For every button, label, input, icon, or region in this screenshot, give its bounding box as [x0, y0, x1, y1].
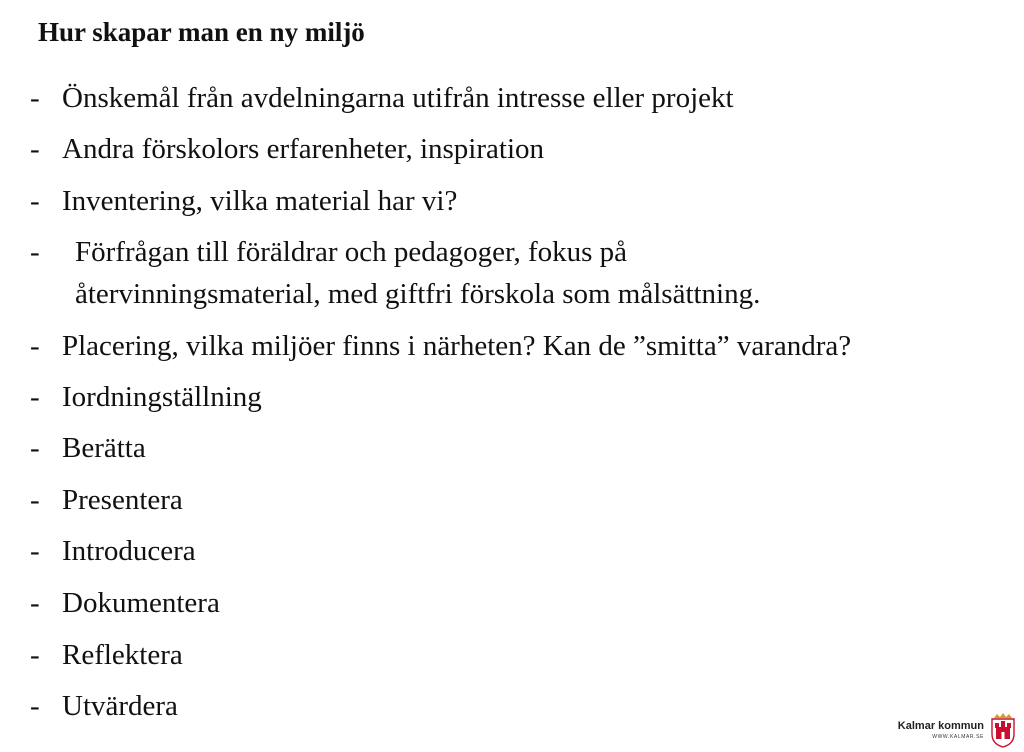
- bullet-text: Andra förskolors erfarenheter, inspiration: [62, 133, 544, 165]
- bullet-text: Placering, vilka miljöer finns i närheten? Kan de ”smitta” varandra?: [62, 330, 852, 362]
- bullet-marker: -: [30, 484, 40, 516]
- footer-logo: [888, 712, 1018, 748]
- bullet-text: Utvärdera: [62, 690, 178, 722]
- slide-title: Hur skapar man en ny miljö: [38, 17, 365, 47]
- bullet-marker: -: [30, 535, 40, 567]
- bullet-marker: -: [30, 133, 40, 165]
- kalmar-crest-icon: [988, 712, 1018, 748]
- bullet-marker: -: [30, 587, 40, 619]
- bullet-text: Dokumentera: [62, 587, 220, 619]
- bullet-marker: -: [30, 381, 40, 413]
- bullet-marker: -: [30, 330, 40, 362]
- bullet-text: Iordningställning: [62, 381, 262, 413]
- bullet-text: Förfrågan till föräldrar och pedagoger, fokus på återvinningsmaterial, med giftfri förskola som målsättning.: [75, 236, 761, 310]
- bullet-marker: -: [30, 639, 40, 671]
- footer-brand: Kalmar kommun: [897, 720, 984, 732]
- bullet-text: Önskemål från avdelningarna utifrån intresse eller projekt: [62, 82, 734, 114]
- bullet-marker: -: [30, 82, 40, 114]
- bullet-text: Berätta: [62, 432, 146, 464]
- bullet-marker: -: [30, 432, 40, 464]
- bullet-text: Reflektera: [62, 639, 183, 671]
- bullet-text: Inventering, vilka material har vi?: [62, 185, 458, 217]
- bullet-marker: -: [30, 690, 40, 722]
- bullet-marker: -: [30, 236, 40, 268]
- footer-url: WWW.KALMAR.SE: [932, 734, 984, 740]
- bullet-text: Presentera: [62, 484, 183, 516]
- bullet-text: Introducera: [62, 535, 196, 567]
- bullet-marker: -: [30, 185, 40, 217]
